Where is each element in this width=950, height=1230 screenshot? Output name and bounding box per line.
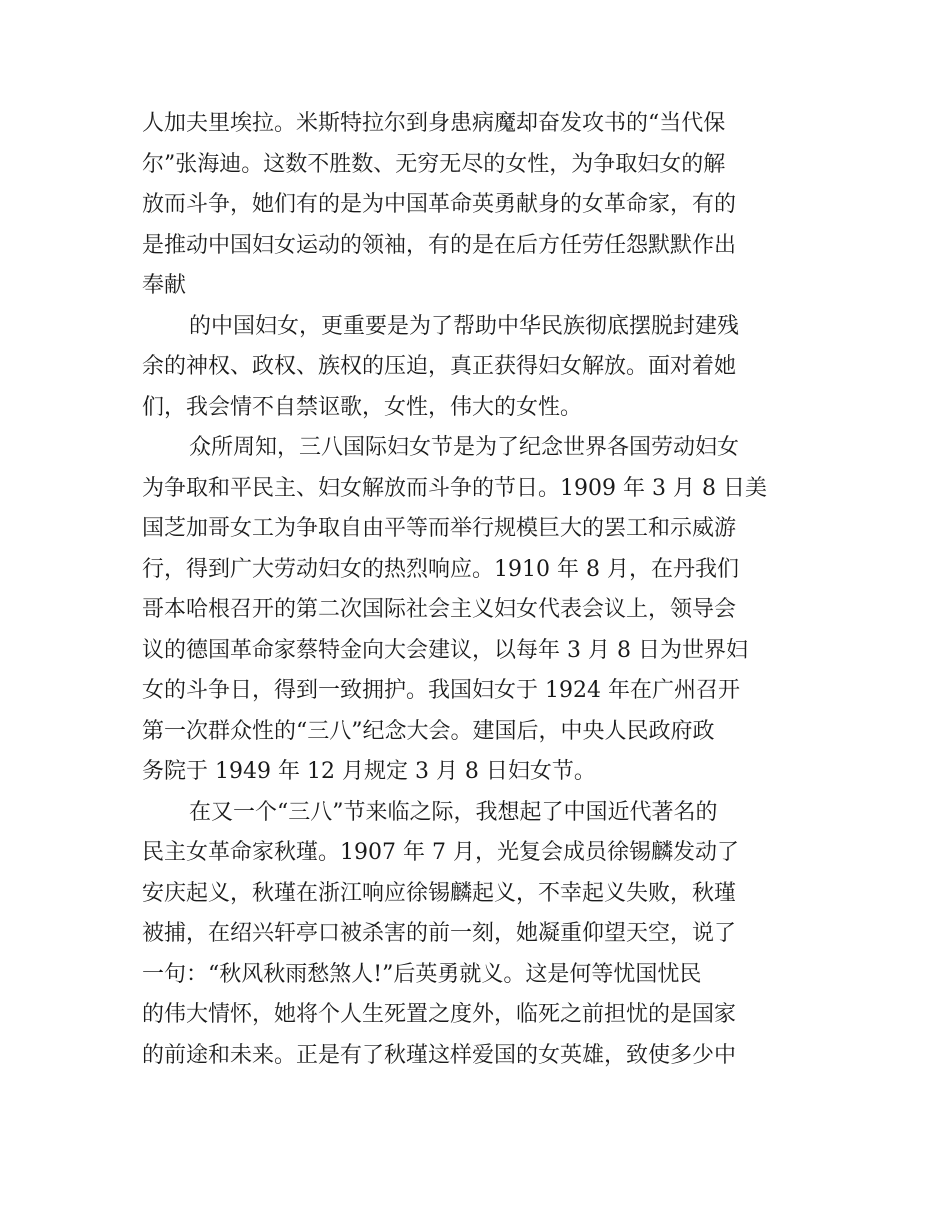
paragraph-first-line: 的中国妇女，更重要是为了帮助中华民族彻底摆脱封建残 [189, 313, 740, 339]
text-line: 奉献 [142, 273, 187, 298]
text-line: 尔”张海迪。这数不胜数、无穷无尽的女性，为争取妇女的解 [142, 151, 726, 177]
text-line: 人加夫里埃拉。米斯特拉尔到身患病魔却奋发攻书的“当代保 [142, 111, 726, 136]
text-line: 余的神权、政权、族权的压迫，真正获得妇女解放。面对着她 [142, 354, 737, 379]
text-line: 被捕，在绍兴轩亭口被杀害的前一刻，她凝重仰望天空，说了 [142, 921, 737, 946]
document-body [142, 104, 822, 1076]
paragraph-first-line: 众所周知，三八国际妇女节是为了纪念世界各国劳动妇女 [189, 435, 740, 460]
text-line: 行，得到广大劳动妇女的热烈响应。1910 年 8 月，在丹我们 [142, 556, 739, 582]
text-line: 民主女革命家秋瑾。1907 年 7 月，光复会成员徐锡麟发动了 [142, 840, 739, 865]
text-line: 国芝加哥女工为争取自由平等而举行规模巨大的罢工和示威游 [142, 516, 737, 541]
text-line: 哥本哈根召开的第二次国际社会主义妇女代表会议上，领导会 [142, 597, 737, 622]
text-line: 放而斗争，她们有的是为中国革命英勇献身的女革命家，有的 [142, 192, 737, 217]
text-line: 是推动中国妇女运动的领袖，有的是在后方任劳任怨默默作出 [142, 232, 737, 258]
text-line: 的前途和未来。正是有了秋瑾这样爱国的女英雄，致使多少中 [142, 1042, 737, 1068]
text-line: 安庆起义，秋瑾在浙江响应徐锡麟起义，不幸起义失败，秋瑾 [142, 880, 737, 906]
text-line: 第一次群众性的“三八”纪念大会。建国后，中央人民政府政 [142, 718, 715, 744]
text-line: 议的德国革命家蔡特金向大会建议，以每年 3 月 8 日为世界妇 [142, 637, 748, 663]
text-line: 一句：“秋风秋雨愁煞人!”后英勇就义。这是何等忧国忧民 [142, 961, 702, 987]
text-line: 务院于 1949 年 12 月规定 3 月 8 日妇女节。 [142, 759, 596, 784]
paragraph-first-line: 在又一个“三八”节来临之际，我想起了中国近代著名的 [189, 799, 718, 825]
text-line: 女的斗争日，得到一致拥护。我国妇女于 1924 年在广州召开 [142, 678, 740, 703]
text-line: 为争取和平民主、妇女解放而斗争的节日。1909 年 3 月 8 日美 [142, 475, 767, 501]
text-line: 的伟大情怀，她将个人生死置之度外，临死之前担忧的是国家 [142, 1002, 737, 1027]
text-line: 们，我会情不自禁讴歌，女性，伟大的女性。 [142, 394, 583, 420]
